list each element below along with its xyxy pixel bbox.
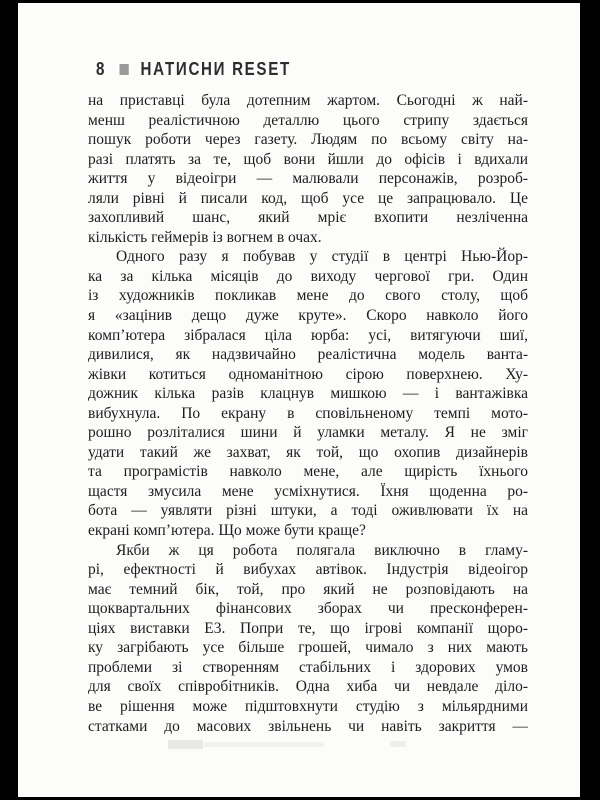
text-line: статками до масових звільнень чи навіть закриття — bbox=[88, 717, 528, 735]
text-line: вибухнула. По екрану в сповільненому темпі мото- bbox=[88, 404, 528, 422]
text-line: має темний бік, той, про який не розповідають на bbox=[88, 580, 528, 598]
text-line: ка за кілька місяців до виходу чергової гри. Один bbox=[88, 267, 528, 285]
text-line: удати такий же захват, як той, що охопив дизайнерів bbox=[88, 443, 528, 461]
text-line: проблеми зі створенням стабільних і здорових умов bbox=[88, 658, 528, 676]
text-line: бота — уявляти різні штуки, а тоді оживлювати їх на bbox=[88, 502, 528, 520]
scan-artifact bbox=[168, 740, 203, 749]
text-line: із художників покликав мене до свого столу, щоб bbox=[88, 287, 528, 305]
text-line: жівки котиться одноманітною сірою поверхнею. Ху- bbox=[88, 365, 528, 383]
text-line: Одного разу я побував у студії в центрі Нью-Йор- bbox=[116, 248, 528, 266]
text-line: менш реалістичною деталлю цього стрипу здається bbox=[88, 111, 528, 129]
text-line: на приставці була дотепним жартом. Сьогодні ж най- bbox=[88, 92, 528, 109]
page-header bbox=[96, 60, 291, 78]
scan-artifact bbox=[204, 742, 324, 747]
text-line: я «зацінив дещо дуже круте». Скоро навколо його bbox=[88, 307, 528, 325]
text-line: екрані комп’ютера. Що може бути краще? bbox=[88, 522, 366, 540]
body-text bbox=[88, 91, 528, 736]
text-line: Якби ж ця робота полягала виключно в гламу- bbox=[116, 541, 528, 559]
text-line: щастя змусила мене усміхнутися. Їхня щоденна ро- bbox=[88, 482, 528, 500]
text-line: життя у відеоігри — малювали персонажів, розроб- bbox=[88, 170, 528, 188]
text-line: разі платять за те, щоб вони йшли до офісів і вдихали bbox=[88, 150, 528, 168]
text-line: ку загрібають усе більше грошей, чимало з них мають bbox=[88, 639, 528, 657]
text-line: дожник кілька разів клацнув мишкою — і вантажівка bbox=[88, 385, 528, 403]
text-line: комп’ютера зібралася ціла юрба: усі, витягуючи шиї, bbox=[88, 326, 528, 344]
square-bullet-icon bbox=[120, 64, 129, 75]
text-line: дивилися, як надзвичайно реалістична модель ванта- bbox=[88, 346, 528, 364]
text-line: ціях виставки E3. Попри те, що ігрові компанії щоро- bbox=[88, 619, 528, 637]
text-line: пошук роботи через газету. Людям по всьому світу на- bbox=[88, 131, 528, 149]
chapter-title: НАТИСНИ RESET bbox=[140, 58, 291, 79]
text-line: щоквартальних фінансових зборах чи пресконферен- bbox=[88, 600, 528, 618]
text-line: для своїх співробітників. Одна хиба чи невдале діло- bbox=[88, 678, 528, 696]
text-line: захопливий шанс, який мріє вхопити незліченна bbox=[88, 209, 528, 227]
text-line: ве рішення може підштовхнути студію з мільярдними bbox=[88, 697, 528, 715]
text-line: ляли рівні й писали код, щоб усе це запрацювало. Це bbox=[88, 189, 528, 207]
text-line: кількість геймерів із вогнем в очах. bbox=[88, 228, 322, 246]
book-page bbox=[18, 3, 580, 797]
page-number: 8 bbox=[96, 58, 107, 79]
text-line: та програмістів навколо мене, але щирість їхнього bbox=[88, 463, 528, 481]
text-line: рі, ефектності й вибухах автівок. Індустрія відеоігор bbox=[88, 561, 528, 579]
text-line: рошно розліталися шини й уламки металу. Я не зміг bbox=[88, 424, 528, 442]
scan-artifact bbox=[390, 741, 406, 747]
